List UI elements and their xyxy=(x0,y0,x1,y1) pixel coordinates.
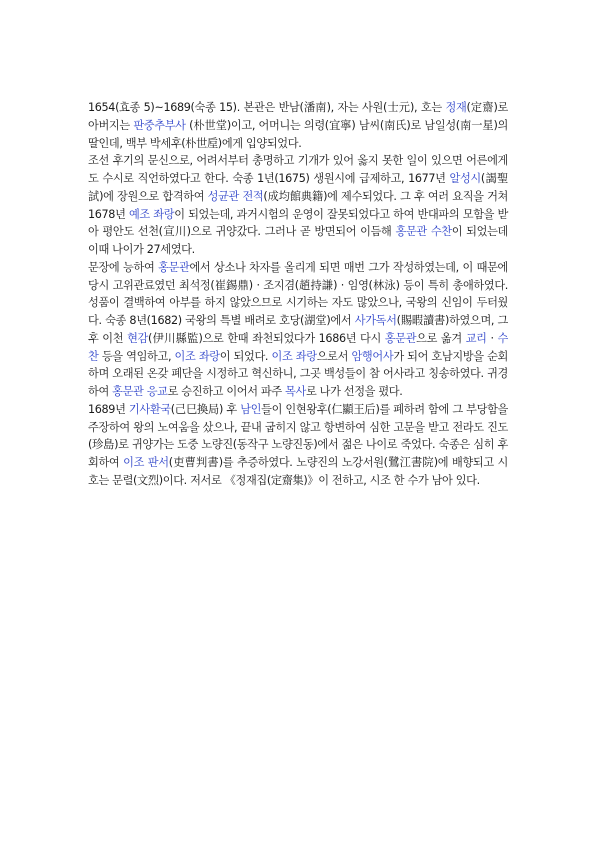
paragraph-career xyxy=(88,152,508,259)
term-link[interactable]: 암행어사 xyxy=(351,349,394,363)
term-link[interactable]: 홍문관 응교 xyxy=(112,385,168,398)
term-link[interactable]: 이조 판서 xyxy=(123,456,169,469)
paragraph-biography xyxy=(88,99,508,152)
document-body xyxy=(88,99,508,490)
body-text: 1689년 xyxy=(88,402,129,416)
term-link[interactable]: 이조 좌랑 xyxy=(174,349,220,363)
body-text: 이 되었는데 이때 나이가 27세였다. xyxy=(88,225,509,256)
body-text: (己巳換局) 후 xyxy=(170,402,241,416)
term-link[interactable]: 기사환국 xyxy=(128,402,171,416)
body-text: 에서 상소나 차자를 올리게 되면 매번 그가 작성하였는데, 이 때문에 당시 고위관료였던 최석정(崔錫鼎) · 조지겸(趙持謙) · 임영(林泳) 등이 특히 총애하였다. 성품이 결백하여 아부를 하지 않았으므로 시기하는 자도 많았으나, 국왕의 신임이 두터웠다. 숙종 8년(1682) 국왕의 특별 배려로 호당(湖堂)에서 xyxy=(88,260,509,327)
body-text: (吏曹判書)를 추증하였다. 노량진의 노강서원(鷺江書院)에 배향되고 시호는 문렬(文烈)이다. 저서로 《정재집(定齋集)》이 전하고, 시조 한 수가 남아 있다. xyxy=(88,456,508,487)
body-text: 들이 인현왕후(仁顯王后)를 폐하려 함에 그 부당함을 주장하여 왕의 노여움을 샀으나, 끝내 굽히지 않고 항변하여 심한 고문을 받고 전라도 진도(珍島)로 귀양가는 도중 노량진(동작구 노량진동)에서 젊은 나이로 죽었다. 숙종은 심히 후회하여 xyxy=(88,402,508,469)
body-text: 으로 옮겨 xyxy=(416,331,466,345)
body-text: 가 되어 호남지방을 순회하며 오래된 온갖 폐단을 시정하고 혁신하니, 그곳 백성들이 참 어사라고 칭송하였다. 귀경하여 xyxy=(88,349,508,398)
term-link[interactable]: 교리 xyxy=(465,331,487,345)
paragraph-service xyxy=(88,259,508,401)
term-link[interactable]: 알성시 xyxy=(449,172,481,185)
term-link[interactable]: 성균관 전적 xyxy=(207,189,264,203)
body-text: (伊川縣監)으로 한때 좌천되었다가 1686년 다시 xyxy=(147,331,385,345)
body-text: · xyxy=(486,331,498,345)
body-text: (定齋)로 아버지는 xyxy=(88,101,508,132)
body-text: 등을 역임하고, xyxy=(98,349,175,363)
term-link[interactable]: 판중추부사 xyxy=(133,118,186,132)
body-text: 1654(효종 5)~1689(숙종 15). 본관은 반남(潘南), 자는 사원(士元), 호는 xyxy=(88,101,446,114)
term-link[interactable]: 현감 xyxy=(127,331,148,345)
body-text: (賜暇讀書)하였으며, 그 후 이천 xyxy=(88,314,508,345)
term-link[interactable]: 홍문관 수찬 xyxy=(395,225,452,239)
body-text: 으로서 xyxy=(316,349,352,363)
paragraph-death xyxy=(88,401,508,490)
term-link[interactable]: 홍문관 xyxy=(384,331,417,345)
term-link[interactable]: 목사 xyxy=(285,385,306,398)
body-text: 이 되었다. xyxy=(219,349,272,363)
body-text: 이 되었는데, 과거시험의 운영이 잘못되었다고 하여 반대파의 모함을 받아 평안도 선천(宣川)으로 귀양갔다. 그러나 곧 방면되어 이듬해 xyxy=(88,207,508,239)
term-link[interactable]: 이조 좌랑 xyxy=(271,349,317,363)
term-link[interactable]: 남인 xyxy=(240,402,262,416)
term-link[interactable]: 정재 xyxy=(445,101,467,114)
term-link[interactable]: 수찬 xyxy=(88,331,508,363)
body-text: 문장에 능하여 xyxy=(88,260,159,274)
body-text: 로 승진하고 이어서 파주 xyxy=(167,385,286,398)
term-link[interactable]: 예조 좌랑 xyxy=(128,207,175,221)
term-link[interactable]: 사가독서 xyxy=(354,314,397,327)
body-text: 조선 후기의 문신으로, 어려서부터 총명하고 기개가 있어 옳지 못한 일이 있으면 어른에게도 수시로 직언하였다고 한다. 숙종 1년(1675) 생원시에 급제하고, 1677년 xyxy=(88,154,508,185)
body-text: (朴世堂)이고, 어머니는 의령(宜寧) 남씨(南氏)로 남일성(南一星)의 딸인데, 백부 박세후(朴世垕)에게 입양되었다. xyxy=(88,118,508,150)
body-text: (成均館典籍)에 제수되었다. 그 후 여러 요직을 거쳐 1678년 xyxy=(88,189,508,221)
term-link[interactable]: 홍문관 xyxy=(158,260,190,274)
body-text: (謁聖試)에 장원으로 합격하여 xyxy=(88,172,508,203)
body-text: 로 나가 선정을 폈다. xyxy=(305,385,403,398)
